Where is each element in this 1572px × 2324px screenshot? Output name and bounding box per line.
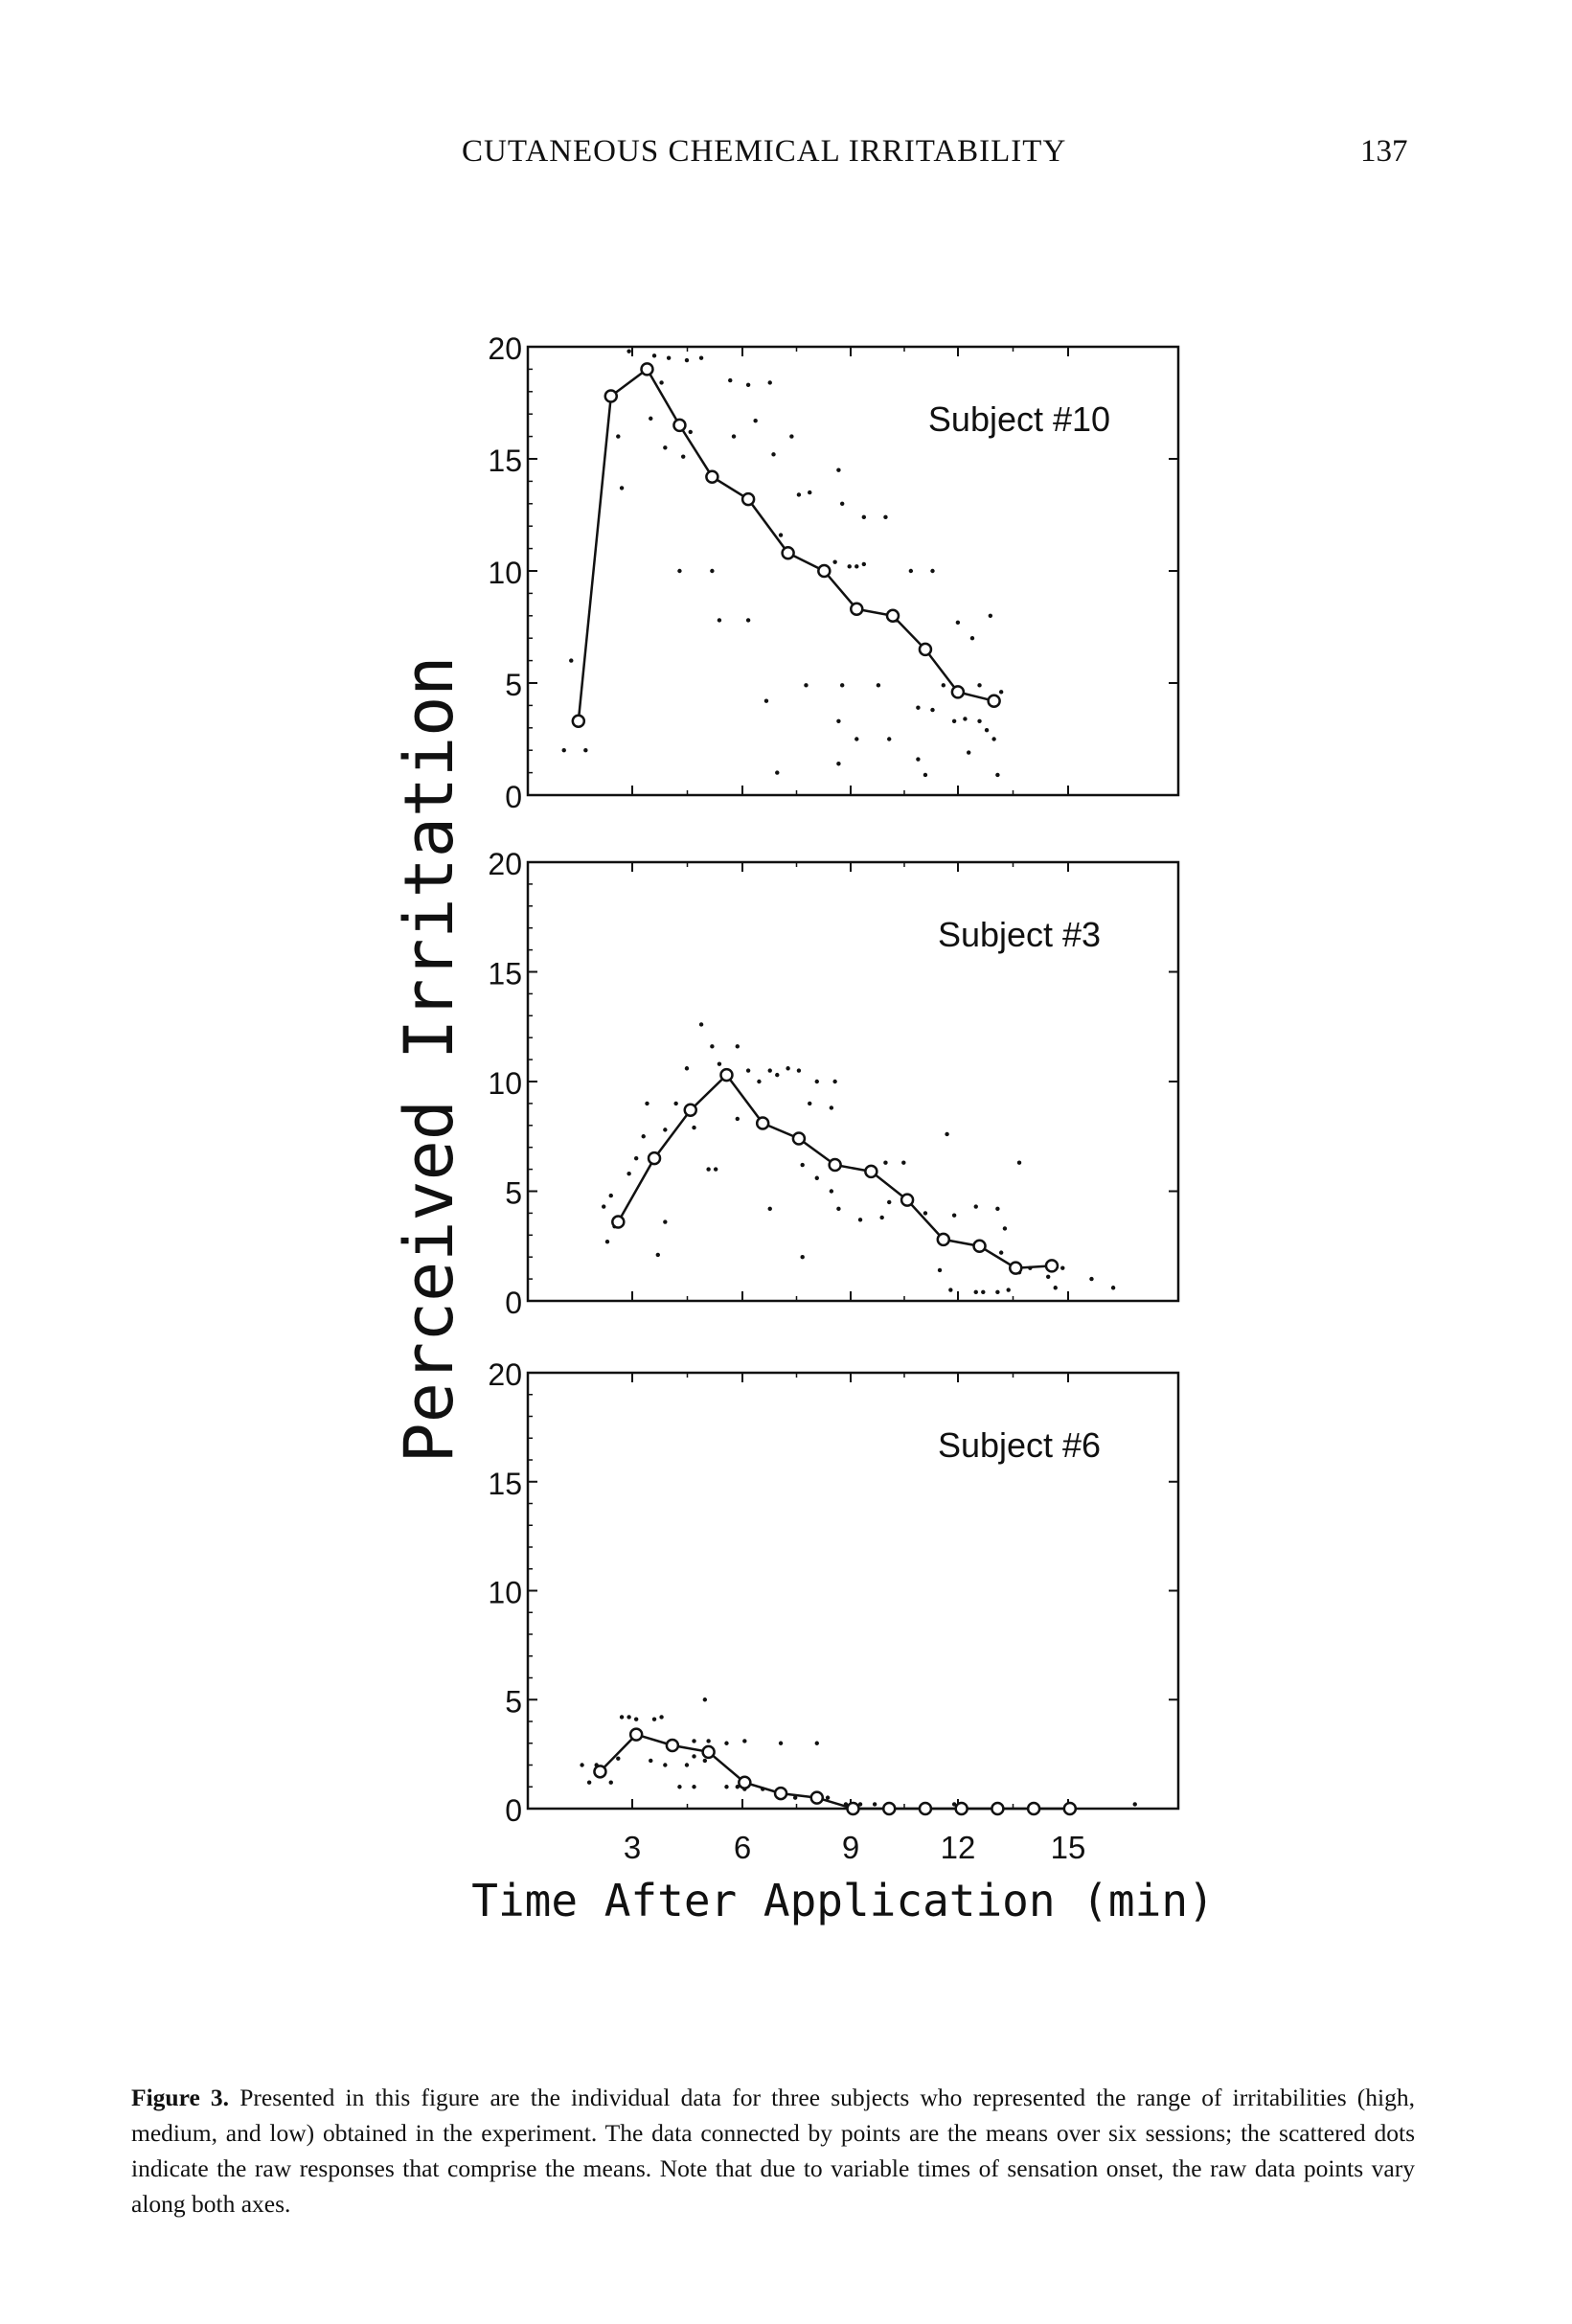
raw-response-dot <box>970 636 974 640</box>
raw-response-dot <box>836 719 840 723</box>
raw-response-dot <box>746 383 750 387</box>
figure-caption <box>131 2080 1415 2221</box>
mean-point <box>706 471 718 483</box>
raw-response-dot <box>609 1781 613 1785</box>
raw-response-dot <box>938 1268 942 1272</box>
mean-point <box>1028 1803 1039 1814</box>
panel-2 <box>488 847 1178 1320</box>
raw-response-dot <box>879 1216 883 1219</box>
raw-response-dot <box>779 533 783 536</box>
raw-response-dot <box>974 1290 978 1294</box>
raw-response-dot <box>620 1715 624 1719</box>
running-title: CUTANEOUS CHEMICAL IRRITABILITY <box>462 134 1067 169</box>
raw-response-dot <box>663 445 667 449</box>
mean-point <box>775 1788 786 1799</box>
raw-response-dot <box>656 1253 660 1257</box>
mean-point <box>920 1803 931 1814</box>
raw-response-dot <box>974 1204 978 1208</box>
raw-response-dot <box>999 690 1003 694</box>
raw-response-dot <box>815 1176 819 1180</box>
raw-response-dot <box>620 486 624 490</box>
raw-response-dot <box>642 1134 646 1138</box>
raw-response-dot <box>832 559 836 563</box>
raw-response-dot <box>692 1126 695 1129</box>
raw-response-dot <box>562 748 566 752</box>
raw-response-dot <box>685 358 689 362</box>
raw-response-dot <box>901 1161 905 1165</box>
mean-point <box>783 547 794 558</box>
raw-response-dot <box>956 621 960 625</box>
mean-point <box>830 1159 841 1171</box>
raw-response-dot <box>923 773 927 777</box>
panel-1 <box>488 331 1178 814</box>
raw-response-dot <box>862 515 866 519</box>
raw-response-dot <box>663 1763 667 1766</box>
mean-point <box>667 1740 678 1751</box>
raw-response-dot <box>609 1194 613 1197</box>
raw-response-dot <box>808 490 811 494</box>
raw-response-dot <box>854 737 858 740</box>
raw-response-dot <box>627 1172 630 1175</box>
mean-point <box>974 1241 986 1252</box>
raw-response-dot <box>916 757 920 761</box>
x-tick-label: 9 <box>841 1830 860 1865</box>
raw-response-dot <box>1017 1161 1021 1165</box>
raw-response-dot <box>836 468 840 472</box>
raw-response-dot <box>1060 1265 1064 1269</box>
mean-point <box>1046 1260 1058 1271</box>
mean-point <box>641 363 652 375</box>
caption-text: Presented in this figure are the individual data for three subjects who represented the range of irritabilities (high, medium, and low) obtained in the experiment. The data connected by points are the means over six sessions; the scattered dots indicate the raw responses that comprise the means. Note that due to variable times of sensation onset, the raw data points vary along both axes. <box>131 2083 1415 2218</box>
raw-response-dot <box>952 1213 956 1217</box>
caption-label: Figure 3. <box>131 2083 230 2111</box>
mean-point <box>685 1105 696 1116</box>
panel-3 <box>488 1357 1178 1865</box>
raw-response-dot <box>779 1742 783 1745</box>
raw-response-dot <box>569 658 573 662</box>
raw-response-dot <box>768 380 772 384</box>
raw-response-dot <box>753 419 757 422</box>
raw-response-dot <box>977 683 981 687</box>
raw-response-dot <box>742 1739 746 1743</box>
raw-response-dot <box>659 1715 663 1719</box>
raw-response-dot <box>977 719 981 723</box>
raw-response-dot <box>945 1132 948 1136</box>
x-tick-label: 6 <box>733 1830 752 1865</box>
raw-response-dot <box>995 773 999 777</box>
raw-response-dot <box>736 1044 740 1048</box>
y-tick-label: 20 <box>488 1357 522 1392</box>
mean-point <box>630 1729 642 1741</box>
raw-response-dot <box>692 1739 695 1743</box>
raw-response-dot <box>710 1044 714 1048</box>
raw-response-dot <box>963 717 967 720</box>
mean-point <box>989 695 1000 707</box>
mean-point <box>793 1133 805 1145</box>
raw-response-dot <box>724 1742 728 1745</box>
subject-annotation: Subject #6 <box>937 1425 1102 1465</box>
raw-response-dot <box>804 683 808 687</box>
raw-response-dot <box>830 1105 833 1109</box>
raw-response-dot <box>832 1080 836 1083</box>
raw-response-dot <box>800 1163 804 1167</box>
raw-response-dot <box>746 618 750 622</box>
raw-response-dot <box>995 1290 999 1294</box>
mean-point <box>1064 1803 1076 1814</box>
raw-response-dot <box>706 1167 710 1171</box>
subject-annotation: Subject #3 <box>937 915 1102 954</box>
raw-response-dot <box>916 706 920 710</box>
mean-point <box>594 1766 605 1777</box>
raw-response-dot <box>858 1218 862 1221</box>
raw-response-dot <box>736 1117 740 1121</box>
raw-response-dot <box>718 618 721 622</box>
raw-response-dot <box>649 1759 652 1763</box>
y-tick-label: 5 <box>505 1684 522 1720</box>
raw-response-dot <box>775 770 779 774</box>
raw-response-dot <box>710 569 714 573</box>
raw-response-dot <box>981 1290 985 1294</box>
raw-response-dot <box>732 434 736 438</box>
raw-response-dot <box>909 569 913 573</box>
raw-response-dot <box>999 1250 1003 1254</box>
raw-response-dot <box>840 502 844 506</box>
raw-response-dot <box>757 1080 761 1083</box>
raw-response-dot <box>1089 1277 1093 1281</box>
y-tick-label: 10 <box>488 1066 522 1101</box>
raw-response-dot <box>1007 1287 1011 1291</box>
raw-response-dot <box>923 1211 927 1215</box>
mean-point <box>952 686 964 697</box>
raw-response-dot <box>797 1068 801 1072</box>
raw-response-dot <box>883 1161 887 1165</box>
raw-response-dot <box>616 434 620 438</box>
mean-point <box>938 1234 949 1245</box>
raw-response-dot <box>667 356 671 360</box>
raw-response-dot <box>797 492 801 496</box>
raw-response-dot <box>605 1240 609 1243</box>
raw-response-dot <box>677 569 681 573</box>
raw-response-dot <box>703 1759 707 1763</box>
raw-response-dot <box>714 1167 718 1171</box>
raw-response-dot <box>1054 1286 1058 1289</box>
raw-response-dot <box>659 380 663 384</box>
panels <box>488 331 1178 1865</box>
raw-response-dot <box>685 1763 689 1766</box>
raw-response-dot <box>692 1785 695 1789</box>
x-axis-label: Time After Application (min) <box>471 1875 1215 1926</box>
raw-response-dot <box>602 1204 605 1208</box>
raw-response-dot <box>815 1742 819 1745</box>
raw-response-dot <box>800 1255 804 1259</box>
raw-response-dot <box>583 748 587 752</box>
raw-response-dot <box>649 417 652 421</box>
raw-response-dot <box>587 1781 591 1785</box>
mean-point <box>573 716 584 727</box>
raw-response-dot <box>703 1697 707 1701</box>
raw-response-dot <box>634 1718 638 1721</box>
y-tick-label: 20 <box>488 331 522 366</box>
raw-response-dot <box>1111 1286 1115 1289</box>
raw-response-dot <box>645 1102 649 1105</box>
raw-response-dot <box>967 750 970 754</box>
y-tick-label: 10 <box>488 1575 522 1610</box>
mean-point <box>991 1803 1003 1814</box>
y-tick-label: 15 <box>488 956 522 991</box>
raw-response-dot <box>942 683 945 687</box>
raw-response-dot <box>775 1073 779 1077</box>
y-tick-label: 15 <box>488 1466 522 1501</box>
mean-point <box>739 1777 750 1789</box>
x-tick-label: 3 <box>623 1830 642 1865</box>
mean-point <box>811 1792 823 1804</box>
raw-response-dot <box>930 569 934 573</box>
raw-response-dot <box>692 1754 695 1758</box>
raw-response-dot <box>826 1795 830 1799</box>
raw-response-dot <box>1046 1275 1050 1279</box>
raw-response-dot <box>808 1102 811 1105</box>
y-tick-label: 0 <box>505 780 522 814</box>
raw-response-dot <box>862 562 866 566</box>
page-number: 137 <box>1360 134 1408 169</box>
raw-response-dot <box>989 614 992 618</box>
raw-response-dot <box>634 1156 638 1160</box>
mean-point <box>851 604 862 615</box>
raw-response-dot <box>1133 1802 1137 1806</box>
raw-response-dot <box>930 708 934 712</box>
mean-point <box>865 1166 877 1177</box>
raw-response-dot <box>887 1200 891 1204</box>
raw-response-dot <box>663 1219 667 1223</box>
raw-response-dot <box>952 719 956 723</box>
y-tick-label: 0 <box>505 1793 522 1828</box>
raw-response-dot <box>836 1207 840 1211</box>
raw-response-dot <box>768 1207 772 1211</box>
mean-point <box>920 644 931 655</box>
mean-point <box>742 493 754 505</box>
y-axis-label: Perceived Irritation <box>390 655 468 1464</box>
raw-response-dot <box>786 1066 789 1070</box>
x-tick-label: 15 <box>1050 1830 1086 1865</box>
mean-point <box>720 1069 732 1081</box>
raw-response-dot <box>580 1763 583 1766</box>
raw-response-dot <box>652 353 656 357</box>
mean-point <box>956 1803 968 1814</box>
y-tick-label: 0 <box>505 1286 522 1320</box>
raw-response-dot <box>1003 1226 1007 1230</box>
raw-response-dot <box>627 349 630 353</box>
raw-response-dot <box>728 378 732 382</box>
raw-response-dot <box>616 1756 620 1760</box>
raw-response-dot <box>724 1785 728 1789</box>
raw-response-dot <box>789 434 793 438</box>
raw-response-dot <box>706 1739 710 1743</box>
raw-response-dot <box>848 564 852 568</box>
mean-point <box>848 1803 859 1814</box>
mean-point <box>883 1803 895 1814</box>
raw-response-dot <box>673 1102 677 1105</box>
raw-response-dot <box>815 1080 819 1083</box>
raw-response-dot <box>699 1022 703 1026</box>
raw-response-dot <box>627 1715 630 1719</box>
raw-response-dot <box>652 1718 656 1721</box>
y-tick-label: 5 <box>505 668 522 702</box>
raw-response-dot <box>764 699 768 703</box>
raw-response-dot <box>699 356 703 360</box>
raw-response-dot <box>948 1287 952 1291</box>
y-tick-label: 10 <box>488 556 522 590</box>
raw-response-dot <box>746 1068 750 1072</box>
mean-point <box>1010 1263 1021 1274</box>
raw-response-dot <box>877 683 880 687</box>
x-tick-label: 12 <box>940 1830 976 1865</box>
raw-response-dot <box>663 1128 667 1131</box>
mean-point <box>612 1217 624 1228</box>
mean-point <box>901 1195 913 1206</box>
y-tick-label: 5 <box>505 1175 522 1211</box>
mean-point <box>649 1152 660 1164</box>
raw-response-dot <box>840 683 844 687</box>
raw-response-dot <box>873 1802 877 1806</box>
mean-point <box>757 1118 768 1129</box>
raw-response-dot <box>689 430 693 434</box>
raw-response-dot <box>985 728 989 732</box>
mean-point <box>605 390 617 401</box>
subject-annotation: Subject #10 <box>927 399 1111 439</box>
raw-response-dot <box>771 452 775 456</box>
raw-response-dot <box>883 515 887 519</box>
mean-point <box>673 420 685 431</box>
raw-response-dot <box>718 1061 721 1065</box>
raw-response-dot <box>677 1785 681 1789</box>
raw-response-dot <box>830 1189 833 1193</box>
raw-response-dot <box>836 762 840 765</box>
raw-response-dot <box>991 737 995 740</box>
raw-response-dot <box>854 564 858 568</box>
mean-point <box>703 1746 715 1758</box>
mean-point <box>887 610 899 622</box>
y-tick-label: 20 <box>488 847 522 881</box>
raw-response-dot <box>681 454 685 458</box>
y-tick-label: 15 <box>488 444 522 478</box>
raw-response-dot <box>768 1068 772 1072</box>
mean-point <box>818 565 830 577</box>
raw-response-dot <box>887 737 891 740</box>
raw-response-dot <box>685 1066 689 1070</box>
raw-response-dot <box>995 1207 999 1211</box>
